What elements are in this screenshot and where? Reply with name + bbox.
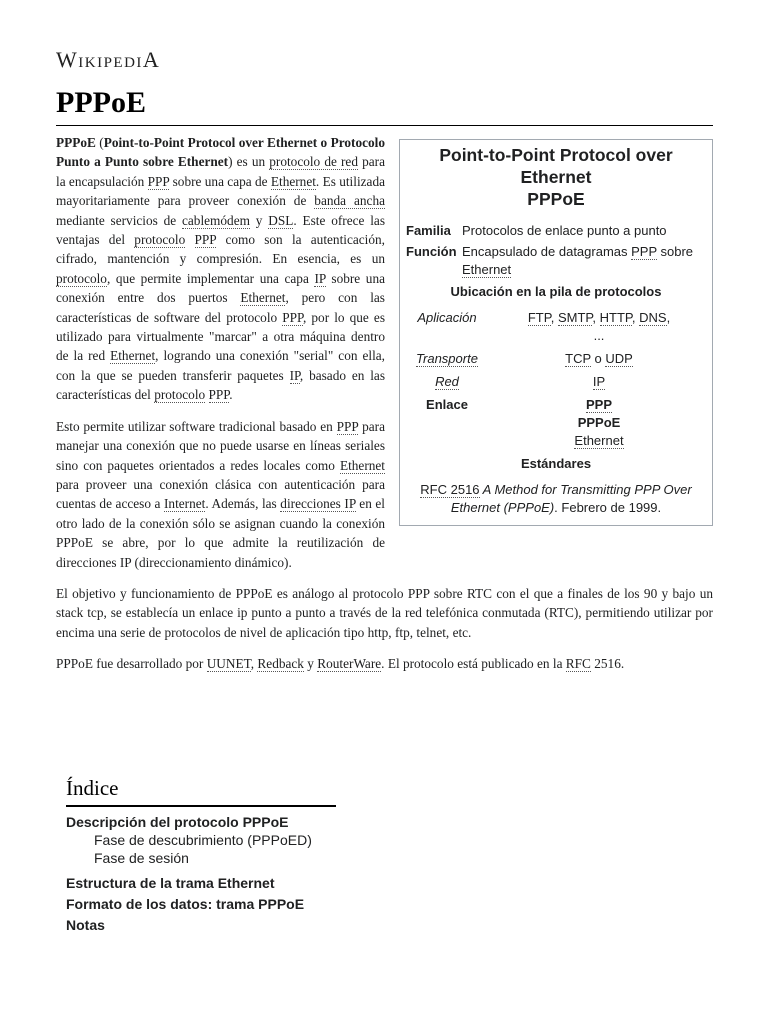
link-dns[interactable]: DNS bbox=[639, 310, 667, 325]
p4-t4: . El protocolo está publicado en la bbox=[381, 656, 566, 672]
sep: o bbox=[590, 351, 606, 366]
link-ethernet-stack[interactable]: Ethernet bbox=[574, 433, 624, 448]
ellipsis: ... bbox=[593, 328, 605, 343]
link-ppp[interactable]: PPP bbox=[194, 232, 217, 248]
link-transporte[interactable]: Transporte bbox=[416, 351, 478, 366]
p2-t2: para manejar una conexión que no puede usarse en líneas seriales sino con paquetes orientados a redes locales como bbox=[56, 418, 385, 473]
stack-row-transporte bbox=[404, 350, 708, 368]
infobox-label-funcion: Función bbox=[406, 244, 457, 259]
p1-t8: mediante servicios de bbox=[56, 212, 182, 228]
link-rfc2516[interactable]: RFC 2516 bbox=[420, 482, 480, 497]
link-ip[interactable]: IP bbox=[289, 367, 300, 383]
p1-t7: . Es utilizada mayoritariamente para proveer conexión de bbox=[56, 173, 385, 209]
p1-t12: como son la autenticación, cifrado, mantención y compresión. En esencia, es un bbox=[56, 232, 385, 267]
p1-t6: sobre una capa de bbox=[169, 173, 271, 189]
funcion-text: Encapsulado de datagramas bbox=[462, 244, 632, 259]
paragraph-3: El objetivo y funcionamiento de PPPoE es análogo al protocolo PPP sobre RTC con el que a finales de los 90 y bajo un stack tcp, se establecía un enlace ip punto a punto a través de la red telefónica conmutada (RTC), permitiendo utilizar por encima una serie de protocolos de nivel de aplicación tipo http, ftp, telnet, etc. bbox=[56, 585, 713, 640]
toc-item-estructura-trama[interactable]: Estructura de la trama Ethernet bbox=[66, 875, 275, 891]
link-redback[interactable]: Redback bbox=[257, 656, 304, 672]
link-cablemodem[interactable]: cablemódem bbox=[182, 212, 250, 228]
stack-heading: Ubicación en la pila de protocolos bbox=[450, 284, 662, 299]
estandares-heading: Estándares bbox=[520, 456, 592, 471]
stack-value-red bbox=[490, 373, 708, 391]
toc-item-fase-sesion[interactable]: Fase de sesión bbox=[94, 850, 189, 866]
wikipedia-logo[interactable]: WikipediA bbox=[56, 47, 161, 72]
sep: , bbox=[592, 310, 600, 325]
p2-t1: Esto permite utilizar software tradicional basado en bbox=[56, 418, 337, 434]
link-http[interactable]: HTTP bbox=[599, 310, 632, 325]
link-ppp[interactable]: PPP bbox=[208, 387, 230, 403]
stack-label-red[interactable] bbox=[404, 373, 490, 391]
p1-t16: , por lo que es utilizado para virtualmente "marcar" a otra máquina dentro de la red bbox=[56, 309, 385, 364]
link-ppp[interactable]: PPP bbox=[336, 418, 359, 434]
link-ip[interactable]: IP bbox=[592, 374, 606, 389]
stack-label-aplicacion: Aplicación bbox=[417, 310, 477, 325]
p1-t15: , pero con las características de software del protocolo bbox=[56, 290, 385, 325]
std-title: A Method for Transmitting PPP Over Ethernet (PPPoE) bbox=[450, 482, 692, 515]
std-date: . Febrero de 1999. bbox=[554, 500, 662, 515]
stack-row-aplicacion bbox=[404, 309, 708, 345]
link-ip[interactable]: IP bbox=[314, 270, 326, 286]
sep: , bbox=[550, 310, 558, 325]
link-protocolo[interactable]: protocolo bbox=[134, 232, 186, 248]
infobox-title-text: Point-to-Point Protocol over Ethernet bbox=[439, 145, 673, 187]
toc-title: Índice bbox=[66, 776, 336, 807]
link-rfc[interactable]: RFC bbox=[565, 656, 591, 672]
link-internet[interactable]: Internet bbox=[164, 496, 206, 512]
link-ethernet[interactable]: Ethernet bbox=[462, 262, 512, 277]
infobox-subtitle: PPPoE bbox=[527, 189, 585, 209]
p1-t5: para la encapsulación bbox=[56, 154, 385, 189]
p4-t5: 2516. bbox=[590, 656, 625, 672]
sep: , bbox=[631, 310, 640, 325]
p1-t9: y bbox=[249, 212, 269, 228]
stack-value-transporte bbox=[490, 350, 708, 368]
p4-t2: , bbox=[250, 656, 258, 672]
infobox-value-funcion bbox=[462, 243, 708, 279]
stack-label-enlace: Enlace bbox=[426, 397, 468, 412]
stack-row-enlace bbox=[404, 396, 708, 450]
link-dsl[interactable]: DSL bbox=[268, 212, 294, 228]
link-tcp[interactable]: TCP bbox=[565, 351, 591, 366]
link-banda-ancha[interactable]: banda ancha bbox=[314, 193, 385, 209]
toc-item-formato-datos[interactable]: Formato de los datos: trama PPPoE bbox=[66, 896, 305, 912]
link-ppp[interactable]: PPP bbox=[631, 244, 657, 259]
p4-t1: PPPoE fue desarrollado por bbox=[56, 656, 207, 672]
link-ppp[interactable]: PPP bbox=[282, 309, 303, 325]
link-red[interactable]: Red bbox=[435, 374, 459, 389]
page-title: PPPoE bbox=[56, 86, 146, 119]
stack-value-enlace bbox=[490, 396, 708, 450]
paragraph-4 bbox=[56, 654, 713, 673]
estandares-value bbox=[404, 481, 708, 517]
p2-t5: en el otro lado de la conexión sólo se asignan cuando la conexión PPPoE se abre, por lo que admite la reutilización de direcciones IP (direccionamiento dinámico). bbox=[56, 496, 385, 570]
link-ppp-stack[interactable]: PPP bbox=[585, 397, 612, 412]
link-ppp[interactable]: PPP bbox=[147, 173, 170, 189]
link-ethernet[interactable]: Ethernet bbox=[270, 173, 316, 189]
link-smtp[interactable]: SMTP bbox=[557, 310, 593, 325]
link-direcciones-ip[interactable]: direcciones IP bbox=[280, 496, 356, 512]
p2-t4: . Además, las bbox=[205, 496, 281, 512]
link-udp[interactable]: UDP bbox=[605, 351, 633, 366]
link-protocolo[interactable]: protocolo bbox=[56, 270, 107, 286]
infobox-title bbox=[404, 144, 708, 210]
link-protocolo-de-red[interactable]: protocolo de red bbox=[269, 154, 358, 170]
infobox-row-familia bbox=[404, 222, 708, 240]
infobox-label-familia: Familia bbox=[406, 223, 451, 238]
table-of-contents bbox=[66, 776, 336, 938]
p4-t3: y bbox=[303, 656, 318, 672]
link-ethernet[interactable]: Ethernet bbox=[240, 290, 286, 306]
toc-item-descripcion[interactable]: Descripción del protocolo PPPoE bbox=[66, 814, 289, 830]
p1-t13: , que permite implementar una capa bbox=[106, 270, 315, 286]
link-uunet[interactable]: UUNET bbox=[206, 656, 251, 672]
p2-t3: para proveer una conexión clásica con autenticación para cuentas de acceso a bbox=[56, 476, 385, 512]
p1-t2: ( bbox=[95, 135, 104, 150]
p1-t14: sobre una conexión entre dos puertos bbox=[56, 270, 385, 306]
infobox-value-familia: Protocolos de enlace punto a punto bbox=[462, 223, 667, 238]
p1-t18: , basado en las características del bbox=[56, 367, 385, 403]
p1-t10: . Este ofrece las ventajas del bbox=[56, 212, 385, 248]
stack-label-transporte[interactable] bbox=[404, 350, 490, 368]
link-ethernet[interactable]: Ethernet bbox=[339, 457, 385, 473]
toc-item-fase-descubrimiento[interactable]: Fase de descubrimiento (PPPoED) bbox=[94, 832, 312, 848]
sep: , bbox=[666, 310, 671, 325]
article-body bbox=[56, 133, 713, 686]
funcion-text2: sobre bbox=[656, 244, 694, 259]
toc-item-notas[interactable]: Notas bbox=[66, 917, 105, 933]
link-ftp[interactable]: FTP bbox=[527, 310, 551, 325]
infobox bbox=[399, 139, 713, 526]
p1-t19 bbox=[205, 387, 208, 402]
enlace-pppoe: PPPoE bbox=[577, 415, 621, 430]
link-routerware[interactable]: RouterWare bbox=[317, 656, 382, 672]
title-divider bbox=[56, 125, 713, 126]
link-ethernet[interactable]: Ethernet bbox=[110, 348, 156, 364]
infobox-row-funcion bbox=[404, 243, 708, 279]
stack-value-aplicacion bbox=[490, 309, 708, 345]
p1-t11 bbox=[185, 232, 194, 247]
p1-bold-1: PPPoE bbox=[56, 135, 96, 150]
p1-bold-2: Point-to-Point Protocol over Ethernet o Protocolo Punto a Punto sobre Ethernet bbox=[56, 135, 385, 170]
p1-t20: . bbox=[229, 387, 233, 403]
p1-t17: , logrando una conexión "serial" con ella, con la que se pueden transferir paquetes bbox=[56, 348, 385, 383]
p1-t4: ) es un bbox=[228, 154, 270, 170]
stack-row-red bbox=[404, 373, 708, 391]
link-protocolo[interactable]: protocolo bbox=[154, 387, 206, 403]
